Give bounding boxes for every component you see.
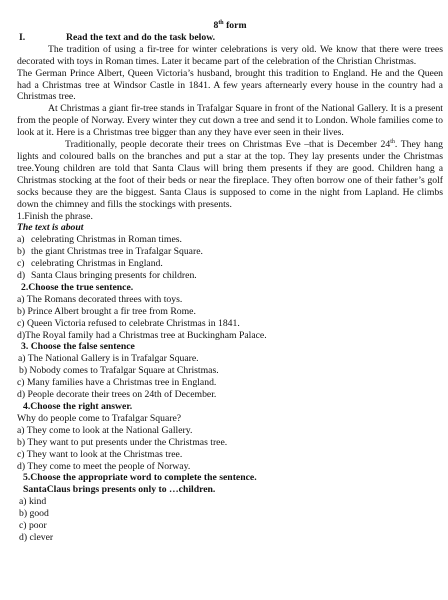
question-3-title: 3. Choose the false sentence <box>21 341 135 353</box>
option-5d: d) clever <box>19 531 54 543</box>
grade-heading <box>17 20 443 32</box>
option-text: celebrating Christmas in England. <box>31 258 163 270</box>
option-letter: c) <box>17 258 25 270</box>
question-4 <box>17 401 443 472</box>
paragraph-1: The tradition of using a fir-tree for winter celebrations is very old. We know that there were trees decorated with toys in Roman times. Later it became part of the celebration of the Christian Christmas. <box>17 43 443 67</box>
option-5b: b) good <box>19 508 49 520</box>
grade-suffix: th <box>218 19 224 26</box>
option-text: the giant Christmas tree in Trafalgar Square. <box>31 246 203 258</box>
option-3d: d) People decorate their trees on 24th of December. <box>17 389 217 401</box>
question-1 <box>17 211 443 282</box>
task-number: I. <box>19 31 26 43</box>
option-1d <box>17 270 443 282</box>
option-4c: c) They want to look at the Christmas tree. <box>17 448 183 460</box>
question-4-title: 4.Choose the right answer. <box>23 401 133 412</box>
paragraph-4-start: Traditionally, people decorate their trees on Christmas Eve –that is December 24 <box>65 139 391 151</box>
option-letter: a) <box>17 234 25 246</box>
option-letter: d) <box>17 270 26 282</box>
option-1a <box>17 234 443 246</box>
option-4a: a) They come to look at the National Gallery. <box>17 424 193 436</box>
option-2a: a) The Romans decorated threes with toys. <box>17 293 183 305</box>
option-letter: b) <box>17 246 26 258</box>
paragraph-4 <box>17 139 443 210</box>
question-2 <box>17 282 443 342</box>
question-5-stem: SantaClaus brings presents only to …children. <box>23 484 216 496</box>
option-3c: c) Many families have a Christmas tree in England. <box>17 377 217 389</box>
grade-number: 8 <box>213 20 219 31</box>
option-5a: a) kind <box>19 496 47 508</box>
option-1b <box>17 246 443 258</box>
grade-word: form <box>226 20 247 31</box>
paragraph-3: At Christmas a giant fir-tree stands in Trafalgar Square in front of the National Gallery. It is a present from the people of Norway. Every winter they cut down a tree and send it to London. Whole families come to look at it. Here is a Christmas tree bigger than any they have ever seen in their lives. <box>17 103 443 139</box>
question-5 <box>17 472 443 543</box>
option-3b: b) Nobody comes to Trafalgar Square at Christmas. <box>19 365 219 377</box>
question-2-title: 2.Choose the true sentence. <box>21 281 134 293</box>
option-3a: a) The National Gallery is in Trafalgar Square. <box>18 353 199 365</box>
option-text: Santa Claus bringing presents for children. <box>31 270 197 282</box>
option-2d: d)The Royal family had a Christmas tree at Buckingham Palace. <box>17 329 267 341</box>
task-heading <box>17 32 443 44</box>
paragraph-2: The German Prince Albert, Queen Victoria’s husband, brought this tradition to England. He and the Queen had a Christmas tree at Windsor Castle in 1841. A few years afternearly every house in the country had a Christmas tree. <box>17 67 443 103</box>
option-2c: c) Queen Victoria refused to celebrate Christmas in 1841. <box>17 317 240 329</box>
question-1-title: 1.Finish the phrase. <box>17 210 93 222</box>
option-1c <box>17 258 443 270</box>
option-2b: b) Prince Albert brought a fir tree from Rome. <box>17 305 196 317</box>
question-3 <box>17 341 443 401</box>
option-text: celebrating Christmas in Roman times. <box>31 234 182 246</box>
paragraph-4-rest: . They hang lights and coloured balls on the branches and put a star at the top. They lay presents under the Christmas tree.Young children are told that Santa Claus will bring them presents if they are good. Children hang a Christmas stocking at the foot of their beds or near the fireplace. They often borrow one of their father’s golf socks because they are the biggest. Santa Claus is supposed to come in the night from Lapland. He climbs down the chimney and fills the stockings with presents. <box>17 139 443 210</box>
question-1-stem: The text is about <box>17 222 84 234</box>
question-4-stem: Why do people come to Trafalgar Square? <box>17 412 182 424</box>
option-5c: c) poor <box>19 520 47 532</box>
task-title: Read the text and do the task below. <box>66 31 216 43</box>
option-4d: d) They come to meet the people of Norway. <box>17 460 191 472</box>
date-suffix: th <box>390 138 395 145</box>
question-5-title: 5.Choose the appropriate word to complete the sentence. <box>23 472 257 484</box>
option-4b: b) They want to put presents under the Christmas tree. <box>17 436 228 448</box>
